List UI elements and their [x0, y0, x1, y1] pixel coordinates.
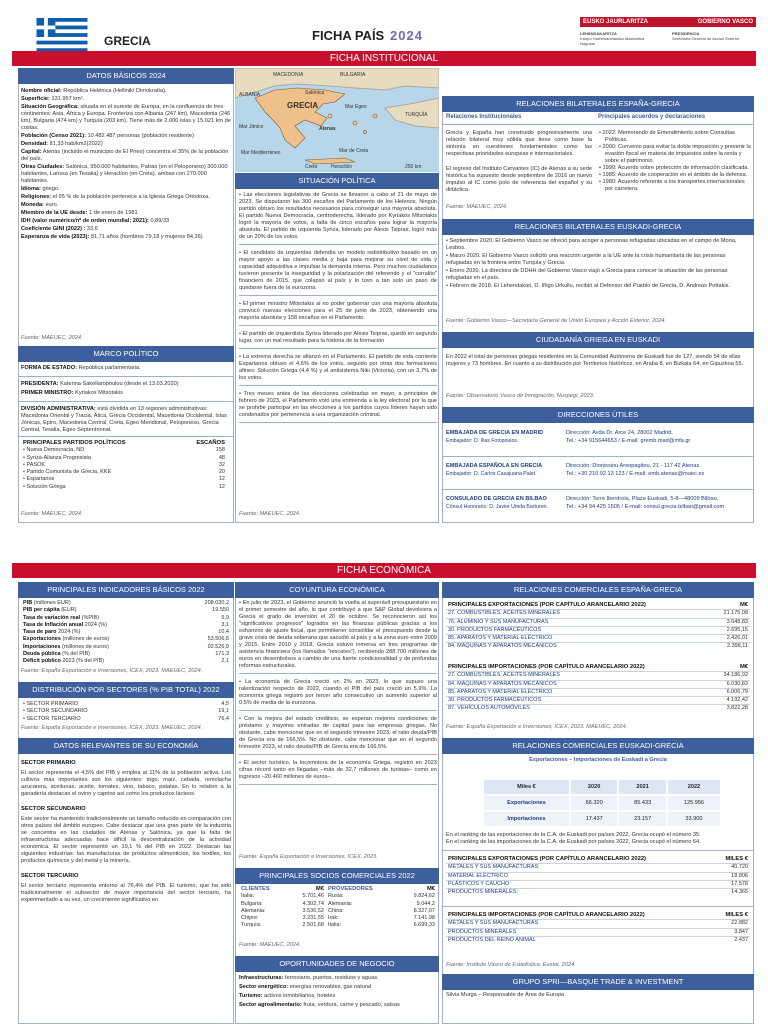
- primer-ministro: PRIMER MINISTRO: Kyriakos Mitsotakis: [21, 390, 123, 396]
- import-row: 87. VEHÍCULOS AUTOMÓVILES 3.822,28: [448, 705, 748, 712]
- svg-text:GRECIA: GRECIA: [287, 101, 319, 110]
- svg-text:TURQUÍA: TURQUÍA: [405, 112, 428, 118]
- trade-row: Importaciones 17.437 23.157 33.900: [483, 811, 721, 827]
- svg-text:Mar de Creta: Mar de Creta: [339, 148, 369, 154]
- socio-row: Chipre: 3.231,55 Irak: 7.141,98: [241, 915, 435, 922]
- sectores-source: Fuente: España Exportación e Inversiones, ICEX, 2023. MAEUEC, 2024.: [21, 725, 203, 731]
- oportunidades-list: [239, 975, 437, 1011]
- export-row: METALES Y SUS MANUFACTURAS: 40.720: [448, 864, 748, 871]
- rel-esp-left-text: [446, 130, 592, 202]
- dato-basico-item: Nombre oficial: República Helénica (Hellinikí Dimokratía).: [21, 88, 167, 94]
- svg-text:Heraclión: Heraclión: [331, 164, 353, 170]
- ranking-line: En el ranking de las importaciones de la C.A. de Euskadi por países 2022, Grecia ocupó el número 64.: [446, 839, 701, 845]
- indicadores-table: [21, 600, 231, 666]
- rel-esp-paragraph: Grecia y España han construido progresivamente una relación bilateral muy sólida que tiene como base la sintonía en cuestiones fundamentales como las respectivas prioridades europeas e internacionales.: [446, 130, 592, 157]
- situacion-paragraph: • Las elecciones legislativas de Grecia se llevaron a cabo el 21 de mayo de 2023. Se disputaron las 300 escaños del Parlamento de los Helenos. Ningún partido obtuvo los resultados necesarios para conseguir una mayoría absoluta. El partido Nueva Democracia, centroderecha, liderado por Kyriakos Mitsotakis logró la mayoría de votos, a falta de cinco escaños para lograr la mayoría absoluta. El partido de izquierda Syriza, liderado por Alexis Tsipras, logró más de un 20% de los votos.: [239, 192, 437, 245]
- sector-block: SECTOR SECUNDARIO Este sector ha mantenido tradicionalmente un tamaño reducido en comparación con otros países del ámbito europeo. Cabe destacar que una gran parte de la industria se concentra en las ciudades de Atenas y Salónica, ya que la falta de infraestructuras adecuadas hace difícil la descentralización de la actividad económica. El sector representó un 19,1 % del PIB en 2022. Destacan las siguientes industrias: las manufacturas de productos alimenticios, los textiles, los productos químicos y del metal y la minería.: [21, 806, 231, 864]
- sectores-title: DISTRIBUCIÓN POR SECTORES (% PIB TOTAL) 2022: [18, 682, 234, 698]
- sector-row: • SECTOR PRIMARIO 4,5: [23, 701, 229, 707]
- rc-esp-imports-table: PRINCIPALES IMPORTACIONES (POR CAPÍTULO ARANCELARIO 2022) M€ 27. COMBUSTIBLES, ACEITES MINERALES 34.186,92 84. MÁQUINAS Y APARATOS MECÁNICOS 6.030,83 85. APARATOS Y MATERIAL ELÉCTRICO 6.006,79 30. PRODUCTOS FARMACÉUTICOS 4.192,42 87. VEHÍCULOS AUTOMÓVILES 3.822,28: [448, 664, 748, 712]
- situacion-paragraph: • La extrema derecha se afianzó en el Parlamento. El partido de esta corriente Espartanos obtuvo el 4,6% de los votos, seguido por otras dos formaciones afines: Solución Griega (4,4 %) y el antisistema Niki (Victoria), con un 3,7% de los votos.: [239, 354, 437, 386]
- partidos-table: PRINCIPALES PARTIDOS POLÍTICOS ESCAÑOS • Nueva Democracia, ND 158 • Syriza-Alianza Progresista 48 • PASOK 32 • Partido Comunista de Grecia, KKE 20 • Espartanos 12 • Solución Griega 12: [23, 440, 225, 490]
- situacion-politica-text: [239, 192, 437, 428]
- rc-eus-trade-table: [482, 778, 722, 828]
- trade-header-row: Miles € 2020 2021 2022: [483, 779, 721, 795]
- rel-eus-item: • Septiembre 2020. El Gobierno Vasco se ofreció para acoger a personas refugiadas ubicadas en el campo de Moria, Lesbos.: [446, 238, 737, 251]
- marco-politico-source: Fuente: MAEUEC, 2024.: [21, 511, 83, 517]
- datos-relevantes-text: [21, 760, 231, 912]
- dato-basico-item: Población (Censo 2021): 10.482.487 personas (población residente): [21, 133, 194, 139]
- rc-eus-ranking: [446, 832, 750, 846]
- rc-esp-exports-table: PRINCIPALES EXPORTACIONES (POR CAPÍTULO ARANCELARIO 2022) M€ 27. COMBUSTIBLES, ACEITES MINERALES 21.175,08 76. ALUMINIO Y SUS MANUFACTURAS 3.048,83 30. PRODUCTOS FARMACÉUTICOS 2.695,15 85. APARATOS Y MATERIAL ELÉCTRICO 2.426,01 84. MÁQUINAS Y APARATOS MECÁNICOS 2.398,11: [448, 602, 748, 650]
- svg-text:Atenas: Atenas: [319, 126, 336, 132]
- dato-basico-item: Religiones: el 95 % de la población pertenece a la Iglesia Griega Ortodoxa.: [21, 194, 210, 200]
- export-row: 84. MÁQUINAS Y APARATOS MECÁNICOS 2.398,11: [448, 643, 748, 650]
- indicador-row: PIB per cápita (EUR) 19.550: [23, 607, 229, 614]
- indicador-row: Tasa de variación real (%PIB) 5,9: [23, 614, 229, 621]
- export-row: PRODUCTOS MINERALES: 14.365: [448, 889, 748, 896]
- indicador-row: Tasa de paro 2024 (%) 10,4: [23, 629, 229, 636]
- socios-table: CLIENTES M€ PROVEEDORES M€ Italia: 5.701,46 Rusia: 9.824,62 Bulgaria: 4.302,74 Alemania: 9.044,2 Alemania: 3.536,52 China: 8.327,07 Chipre: 3.231,55 Irak: 7.141,98 Turquía: 2.501,68 Italia: 6.699,33: [241, 886, 435, 929]
- import-row: 84. MÁQUINAS Y APARATOS MECÁNICOS 6.030,83: [448, 680, 748, 687]
- indicadores-source: Fuente: España Exportación e Inversiones, ICEX, 2023. MAEUEC, 2024.: [21, 668, 203, 674]
- indicador-row: Exportaciones (millones de euros) 53.506,8: [23, 636, 229, 643]
- svg-text:Mar Jónico: Mar Jónico: [239, 124, 264, 130]
- ficha-economica-title: FICHA ECONÓMICA: [12, 563, 756, 578]
- marco-politico-title: MARCO POLÍTICO: [18, 346, 234, 362]
- export-row: PLÁSTICOS Y CAUCHO 17.578: [448, 880, 748, 887]
- ciudadania-source: Fuente: Observatorio Vasco de Inmigración, Nuspegi, 2023.: [446, 393, 595, 399]
- page-title: FICHA PAÍS: [312, 28, 385, 43]
- rel-eus-item: • Febrero de 2018. El Lehendakari, D. Iñigo Urkullu, recibió al Defensor del Pueblo de Grecia, D. Andreas Pottakis.: [446, 283, 730, 289]
- indicador-row: PIB (millones EUR) 208.030,2: [23, 600, 229, 606]
- dato-basico-item: Esperanza de vida (2023): 81,71 años (hombres 79,18 y mujeres 84,36): [21, 234, 203, 240]
- rc-eus-title: RELACIONES COMERCIALES EUSKADI-GRECIA: [442, 738, 754, 754]
- import-row: PRODUCTOS DEL REINO ANIMAL 2.437: [448, 936, 748, 943]
- dato-basico-item: Superficie: 131.957 km².: [21, 96, 85, 102]
- coyuntura-paragraph: • El sector turístico, la locomotora de la economía Griega, registró en 2023 cifras récord tanto en llegadas –más de 32,7 millones de turistas– como en ingresos –20.460 millones de euros–.: [239, 760, 437, 785]
- logo-sub-left: LEHENDAKARITZA Kanpo Harremanetarako Idazkaritza Nagusia: [580, 31, 645, 46]
- rel-esp-col1-header: Relaciones Institucionales: [446, 114, 522, 120]
- datos-basicos-source: Fuente: MAEUEC, 2024.: [21, 335, 83, 341]
- rel-esp-source: Fuente: MAEUEC, 2024.: [446, 204, 508, 210]
- direcciones-list: [442, 424, 754, 523]
- map-svg: [235, 68, 439, 172]
- sector-block: SECTOR PRIMARIO El sector representa el 4,5% del PIB y emplea al 11% de la población activa. Los cultivos más importantes son los siguientes: trigo, maíz, cebada, remolacha azucarera, aceitunas, aceite, tomates, vino, tabaco, patatas. En lo relativo a la ganadería destacan el ovino y caprino así como los productos lácteos.: [21, 760, 231, 797]
- country-name: GRECIA: [104, 34, 151, 48]
- situacion-politica-title: SITUACIÓN POLÍTICA: [235, 173, 439, 189]
- svg-text:Creta: Creta: [305, 164, 318, 170]
- page-year: 2024: [390, 28, 423, 43]
- partido-row: • Solución Griega 12: [23, 483, 225, 490]
- coyuntura-paragraph: • En julio de 2023, el Gobierno anunció la vuelta al superávit presupuestario en el primer semestre del año, lo que contribuyó a que S&P Global devolviera a Grecia el grado de inversión el 20 de octubre. Se reconocieron así los "significativos progresos" logrados en las finanzas públicas gracias a los esfuerzos de ajuste fiscal, que permitieron consolidar el presupuesto desde la grave crisis de deuda soberana que sacudió al país y a la zona euro entre 2009 y 2015. Entre 2010 y 2018, Grecia estuvo inmersa en tres programas de asistencia financiera (los llamados "rescates"), recibiendo 288.700 millones de euros en desembolsos a cambio de una fuerte condicionalidad y de profundas reformas estructurales.: [239, 600, 437, 674]
- header: [12, 12, 756, 50]
- logo-left-text: EUSKO JAURLARITZA: [583, 19, 649, 25]
- export-row: 85. APARATOS Y MATERIAL ELÉCTRICO 2.426,01: [448, 635, 748, 642]
- datos-basicos-title: DATOS BÁSICOS 2024: [18, 68, 234, 84]
- dato-basico-item: IDH (valor numérico/nº de orden mundial; 2021): 0,89/33: [21, 218, 170, 224]
- logo-right-text: GOBIERNO VASCO: [697, 19, 753, 25]
- export-row: 27. COMBUSTIBLES, ACEITES MINERALES 21.175,08: [448, 610, 748, 617]
- coyuntura-text: [239, 600, 437, 790]
- dato-basico-item: Coeficiente GINI (2022) : 33,6: [21, 226, 98, 232]
- socio-row: Alemania: 3.536,52 China: 8.327,07: [241, 907, 435, 914]
- trade-row: Exportaciones 66.320 85.433 125.956: [483, 795, 721, 811]
- oportunidad-item: Sector energético: energías renovables, gas natural: [239, 984, 372, 990]
- export-row: MATERIAL ELÉCTRICO 18.806: [448, 872, 748, 879]
- oportunidad-item: Turismo: activos inmobiliarios, hoteles: [239, 993, 336, 999]
- socio-row: Bulgaria: 4.302,74 Alemania: 9.044,2: [241, 900, 435, 907]
- dato-basico-item: Situación Geográfica: situada en el sureste de Europa, en la confluencia de tres continentes: Asia, África y Europa. Fronteriza con Albania (247 km), Macedonia (246 km), Bulgaria (474 km) y Turquía (203 km). Tiene más de 2.000 islas y 15.021 km de costas.: [21, 104, 231, 131]
- socio-row: Italia: 5.701,46 Rusia: 9.824,62: [241, 893, 435, 900]
- partido-row: • PASOK 32: [23, 461, 225, 468]
- acuerdo-item: • 1980: Acuerdo referente a los transportes internacionales por carretera.: [599, 179, 745, 192]
- sector-block: SECTOR TERCIARIO El sector terciario representa entorno al 76,4% del PIB. El turismo, que ha sido tradicionalmente el subsector de mayor importancia del sector terciario, ha experimentado a su vez, un crecimiento significativo en: [21, 873, 231, 903]
- svg-text:250 km: 250 km: [405, 164, 422, 170]
- coyuntura-paragraph: • Con la mejora del estado crediticio, se esperan mejores condiciones de préstamo y mayores entradas de capital para las empresas griegas. No obstante, cabe mencionar que en el segundo trimestre 2023, el ratio deuda/PIB de Grecia era de 166,5%. No obstante, cabe mencionar que en el segundo trimestre 2023, el ratio deuda/PIB de Grecia era de 166,5%.: [239, 716, 437, 755]
- dato-basico-item: Densidad: 81,33 hab/km2(2022): [21, 141, 103, 147]
- greece-map: [235, 68, 439, 172]
- direcciones-title: DIRECCIONES ÚTILES: [442, 407, 754, 423]
- indicador-row: Tasa de Inflación anual 2024 (%) 3,1: [23, 621, 229, 628]
- spri-contact: Silvia Murga – Responsable de Área de Europa: [446, 992, 565, 998]
- partido-row: • Espartanos 12: [23, 476, 225, 483]
- ciudadania-title: CIUDADANÍA GRIEGA EN EUSKADI: [442, 332, 754, 348]
- presidenta: PRESIDENTA: Katerina Sakellaropoulou (desde el 13.03.2020): [21, 381, 179, 387]
- dato-basico-item: Otras Ciudades: Salónica, 950.000 habitantes, Patras (en el Peloponeso) 300.000 habitantes, Larissa (en Tesalia) y Heraclion (en Creta), ambas con 270.000 habitantes.: [21, 164, 228, 184]
- acuerdo-item: • 1990: Acuerdo sobre protección de información clasificada.: [599, 165, 749, 171]
- import-row: 27. COMBUSTIBLES, ACEITES MINERALES 34.186,92: [448, 672, 748, 679]
- spri-title: GRUPO SPRI—BASQUE TRADE & INVESTMENT: [442, 974, 754, 990]
- import-row: METALES Y SUS MANUFACTURAS 22.882: [448, 920, 748, 927]
- situacion-paragraph: • El partido de izquierdista Syriza liderado por Alexis Tsipras, quedó en segundo lugar, con un mal resultado para la historia de la formación: [239, 331, 437, 349]
- dato-basico-item: Moneda: euro.: [21, 202, 59, 208]
- rel-esp-right-list: [598, 130, 752, 193]
- rc-eus-subtitle: Exportaciones – Importaciones de Euskadi a Grecia: [529, 757, 667, 763]
- partido-row: • Nueva Democracia, ND 158: [23, 447, 225, 454]
- export-row: 30. PRODUCTOS FARMACÉUTICOS 2.695,15: [448, 626, 748, 633]
- svg-text:BULGARIA: BULGARIA: [340, 72, 366, 78]
- rel-esp-col2-header: Principales acuerdos y declaraciones: [598, 114, 706, 120]
- ficha-institucional-title: FICHA INSTITUCIONAL: [12, 51, 756, 66]
- ciudadania-text: En 2022 el total de personas griegas residentes en la Comunidad Autónoma de Euskadi fue de 127, siendo 54 de ellas mujeres y 73 hombres. En cuanto a su distribución por Territorios históricos, en Araba 8, en Bizkaia 64; en Gipuzkoa 55.: [446, 354, 744, 367]
- indicador-row: Importaciones (millones de euros) 92.526,9: [23, 643, 229, 650]
- rel-esp-paragraph: El regreso del Instituto Cervantes (IC) de Atenas a su sede histórica ha supuesto desde septiembre de 2016 un nuevo impulso al IC como polo de referencia del español y su didáctica.: [446, 166, 592, 193]
- indicador-row: Deuda pública (% del PIB) 171,3: [23, 651, 229, 658]
- coyuntura-paragraph: • La economía de Grecia creció un 2% en 2023, lo que supuso una ralentización respecto de 2022, cuando el PIB del país creció un 5,9%. La economía griega registró por tercer año consecutivo un aumento superior al 0,5% de media de la eurozona.: [239, 679, 437, 711]
- logo-sub-right: PRESIDENCIA Secretaría General de Acción Exterior: [672, 31, 740, 41]
- socios-source: Fuente: MAEUEC, 2024.: [239, 942, 301, 948]
- rel-eus-title: RELACIONES BILATERALES EUSKADI-GRECIA: [442, 219, 754, 235]
- acuerdo-item: • 2000: Convenio para evitar la doble imposición y prevenir la evasión fiscal en materia de impuestos sobre la renta y sobre el patrimonio.: [599, 144, 751, 164]
- rel-eus-list: [446, 238, 750, 291]
- svg-text:Mar Egeo: Mar Egeo: [345, 104, 367, 110]
- oportunidades-title: OPORTUNIDADES DE NEGOCIO: [235, 956, 439, 972]
- rel-eus-item: • Marzo 2020. El Gobierno Vasco solicitó una reacción urgente a la UE ante la crisis humanitaria de las personas refugiadas en la frontera entre Turquía y Grecia.: [446, 253, 726, 266]
- rel-eus-source: Fuente: Gobierno Vasco—Secretaría General de Unión Europea y Acción Exterior, 2024.: [446, 318, 667, 324]
- datos-basicos-list: [21, 88, 232, 242]
- oportunidad-item: Sector agroalimentario: fruta, verdura, carne y pescado, salsas: [239, 1002, 400, 1008]
- oportunidad-item: Infraestructuras: ferroviario, puertos, residuos y aguas.: [239, 975, 379, 981]
- direccion-row: EMBAJADA ESPAÑOLA EN GRECIA Embajador: D. Carlos Casajuana Palet. Dirección: Dionissiou Areopagitou, 21 - 117 42 Atenas. Tel.: +30 210 92 13 123 / E-mail: emb.atenas@maec.es: [442, 457, 754, 490]
- dato-basico-item: Capital: Atenas (incluido el municipio de El Pireo) concentra el 35% de la población del país.: [21, 149, 229, 162]
- rc-esp-source: Fuente: España Exportación e Inversiones, ICEX, 2023. MAEUEC, 2024.: [446, 724, 628, 730]
- import-row: 30. PRODUCTOS FARMACÉUTICOS 4.192,42: [448, 697, 748, 704]
- rel-eus-item: • Enero 2020. La directora de DDHH del Gobierno Vasco viajó a Grecia para conocer la situación de las personas refugiadas en el país.: [446, 268, 728, 281]
- indicador-row: Déficit público 2023 (% del PIB) 2,1: [23, 658, 229, 665]
- partido-row: • Partido Comunista de Grecia, KKE 20: [23, 469, 225, 476]
- situacion-politica-source: Fuente: MAEUEC, 2024.: [239, 511, 301, 517]
- rc-eus-exports-table: PRINCIPALES EXPORTACIONES (POR CAPÍTULO ARANCELARIO 2022) MILES € METALES Y SUS MANUFACTURAS: 40.720 MATERIAL ELÉCTRICO 18.806 PLÁSTICOS Y CAUCHO 17.578 PRODUCTOS MINERALES: 14.365: [448, 856, 748, 896]
- import-row: 85. APARATOS Y MATERIAL ELÉCTRICO 6.006,79: [448, 688, 748, 695]
- dato-basico-item: Miembro de la UE desde: 1 de enero de 1981: [21, 210, 138, 216]
- sectores-table: [21, 701, 231, 723]
- greece-flag-icon: [22, 18, 102, 52]
- direccion-row: EMBAJADA DE GRECIA EN MADRID Embajador: D. Ilias Fotopoulos. Dirección: Avda Dr. Arce 24, 28002 Madrid. Tel.: +34 915644653 / E-mail: gremb.mad@mfa.gr: [442, 424, 754, 457]
- export-row: 76. ALUMINIO Y SUS MANUFACTURAS 3.048,83: [448, 618, 748, 625]
- direccion-row: CONSULADO DE GRECIA EN BILBAO Cónsul Honorario: D. Javier Umda Barturen. Dirección: Torre Iberdrola, Plaza Euskadi, 5-8—48009 Bilbao. Tel.: +34 94 425 1505 / E-mail: consul.grecia.bilbao@gmail.com: [442, 490, 754, 523]
- situacion-paragraph: • El candidato de izquierdas defendía un modelo redistributivo basado en un mayor apoyo a las clases media y baja para mejorar su nivel de vida y capacidad adquisitiva e impulsar la demanda interna. Pero muchos ciudadanos tuvieron presente la inseguridad y la polarización del referendo y el "corralito" financiero de 2015, que colapsó al país y lo tuvo a tan solo un paso de quedarse fuera de la eurozona.: [239, 250, 437, 296]
- coyuntura-title: COYUNTURA ECONÓMICA: [235, 582, 439, 598]
- forma-estado: FORMA DE ESTADO: República parlamentaria.: [21, 365, 141, 371]
- svg-text:MACEDONIA: MACEDONIA: [273, 72, 304, 78]
- rc-esp-title: RELACIONES COMERCIALES ESPAÑA-GRECIA: [442, 582, 754, 598]
- socio-row: Turquía: 2.501,68 Italia: 6.699,33: [241, 922, 435, 929]
- rc-eus-imports-table: PRINCIPALES IMPORTACIONES (POR CAPÍTULO ARANCELARIO 2022) MILES € METALES Y SUS MANUFACTURAS 22.882 PRODUCTOS MINERALES 3.847 PRODUCTOS DEL REINO ANIMAL 2.437: [448, 912, 748, 943]
- rel-esp-title: RELACIONES BILATERALES ESPAÑA-GRECIA: [442, 96, 754, 112]
- dato-basico-item: Idioma: griego.: [21, 186, 60, 192]
- svg-text:Salónica: Salónica: [305, 90, 325, 96]
- division-administrativa: DIVISIÓN ADMINISTRATIVA: está dividida en 13 regiones administrativas: Macedonia Oriental y Tracia, Ática, Grecia Occidental, Macedonia Occidental, Islas Jónicas, Epiro, Macedonia Central, Creta, Egeo Meridional, Peloponeso, Grecia Central, Tesalia, Egeo Septentrional.: [21, 406, 227, 433]
- sector-row: • SECTOR SECUNDARIO 19,1: [23, 708, 229, 715]
- rc-eus-source: Fuente: Instituto Vasco de Estadística, Eustat, 2024.: [446, 962, 576, 968]
- sector-row: • SECTOR TERCIARIO 76,4: [23, 715, 229, 722]
- svg-text:ALBANIA: ALBANIA: [239, 92, 261, 98]
- svg-text:Mar Mediterráneo: Mar Mediterráneo: [241, 150, 281, 156]
- datos-relevantes-title: DATOS RELEVANTES DE SU ECONOMÍA: [18, 738, 234, 754]
- socios-title: PRINCIPALES SOCIOS COMERCIALES 2022: [235, 868, 439, 884]
- coyuntura-source: Fuente: España Exportación e Inversiones, ICEX, 2023.: [239, 854, 378, 860]
- situacion-paragraph: • El primer ministro Mitsotakis al no poder gobernar con una mayoría absoluta convocó nuevas elecciones para el 25 de junio de 2023, obteniendo una mayoría absoluta y 158 escaños en el Parlamento.: [239, 301, 437, 326]
- situacion-paragraph: • Tres meses antes de las elecciones celebradas en mayo, a principios de febrero de 2023, el Parlamento votó una enmienda a la ley electoral por la que se prohíbe participar en las elecciones a los partidos cuyos líderes hayan sido condenados por pertenencia a una organización criminal.: [239, 391, 437, 423]
- acuerdo-item: • 1985: Acuerdo de cooperación en el ámbito de la defensa.: [599, 172, 748, 178]
- ranking-line: En el ranking de las exportaciones de la C.A. de Euskadi por países 2022, Grecia ocupó el número 35.: [446, 832, 701, 838]
- indicadores-title: PRINCIPALES INDICADORES BÁSICOS 2022: [18, 582, 234, 598]
- import-row: PRODUCTOS MINERALES 3.847: [448, 928, 748, 935]
- partido-row: • Syriza-Alianza Progresista 48: [23, 454, 225, 461]
- acuerdo-item: • 2022: Memorando de Entendimiento sobre Consultas Políticas.: [599, 130, 735, 143]
